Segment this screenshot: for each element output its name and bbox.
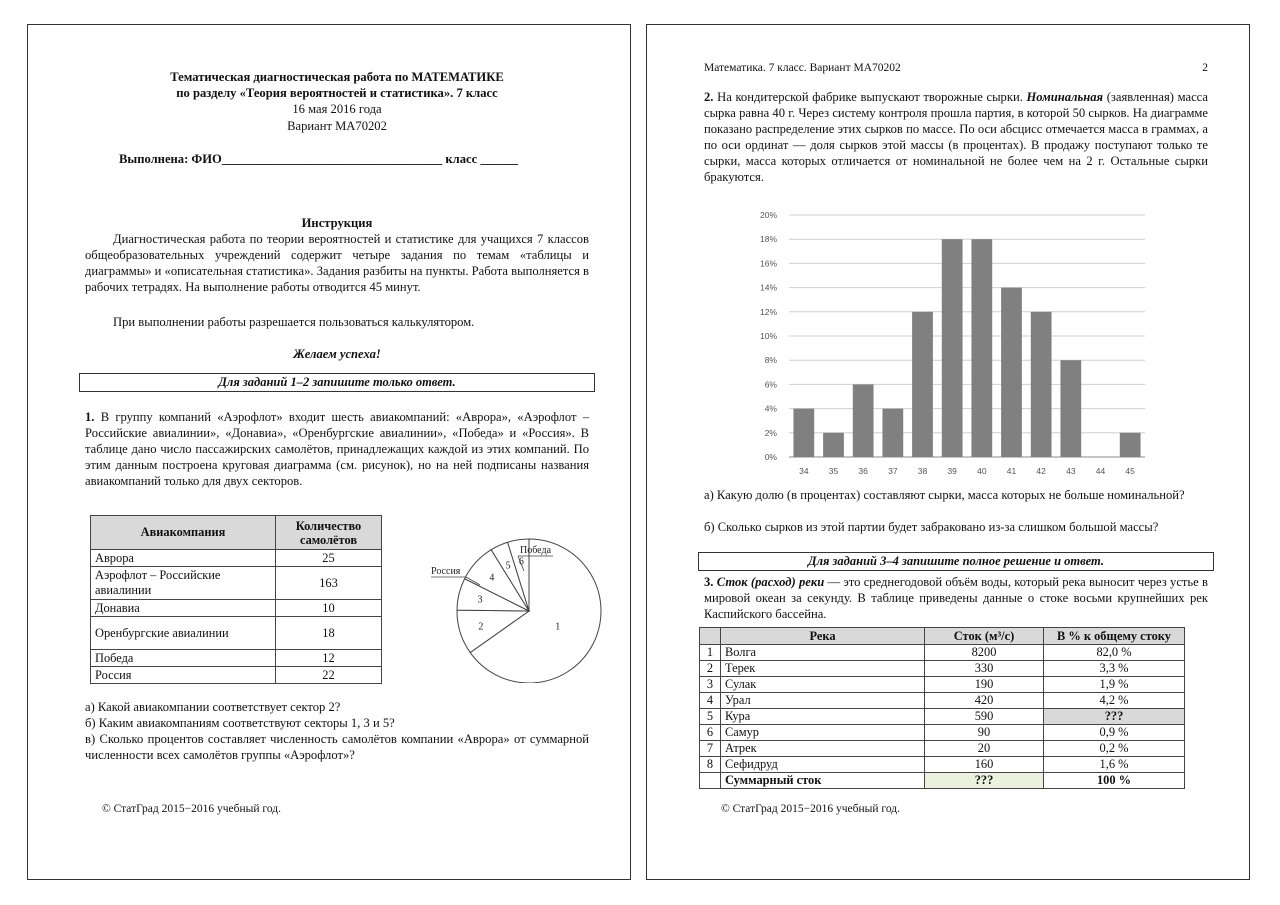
y-tick-label: 12% — [759, 306, 777, 317]
task-2-body-b: (заявленная) масса сырка равна 40 г. Через систему контроля прошла партия, в которой 50 сырков. На диаграмме показано распределение этих сырков по массе. По оси абсцисс отмечается масса в граммах, а по оси ординат — доля сырков этой массы (в процентах). В продажу поступают только те сырки, масса которых отличается от номинальной не более чем на 2 г. Остальные сырки бракуются. — [704, 90, 1209, 184]
river-name: Кура — [721, 709, 925, 725]
airline-count: 18 — [276, 617, 382, 650]
airline-name: Аврора — [91, 550, 276, 567]
river-percent: 82,0 % — [1044, 645, 1185, 661]
question-a: а) Какой авиакомпании соответствует сектор 2? — [85, 700, 341, 714]
table-row — [91, 550, 382, 567]
instruction-title: Инструкция — [301, 216, 373, 230]
page-1 — [27, 24, 631, 880]
pie-sector-label: 1 — [555, 621, 561, 633]
river-name: Самур — [721, 725, 925, 741]
river-percent: 0,9 % — [1044, 725, 1185, 741]
x-tick-label: 35 — [828, 466, 839, 476]
rivers-table — [699, 627, 1185, 789]
pie-sector-label: 6 — [518, 556, 524, 568]
task-1-number: 1. — [85, 410, 95, 424]
total-label: Суммарный сток — [721, 773, 925, 789]
task-2-body-a: На кондитерской фабрике выпускают творожные сырки. — [717, 90, 1023, 104]
river-index: 7 — [700, 741, 721, 757]
done-by-line: Выполнена: ФИО___________________________________ класс ______ — [119, 152, 519, 166]
y-tick-label: 18% — [759, 234, 777, 245]
task-2-term: Номинальная — [1026, 90, 1104, 104]
y-tick-label: 6% — [764, 379, 777, 390]
river-flow: 160 — [925, 757, 1044, 773]
river-index: 5 — [700, 709, 721, 725]
x-tick-label: 44 — [1095, 466, 1106, 476]
pie-sector-label: 4 — [489, 572, 495, 584]
airline-name: Победа — [91, 650, 276, 667]
y-tick-label: 10% — [759, 331, 777, 341]
table-header-airline: Авиакомпания — [91, 516, 276, 550]
table-header-count: Количество самолётов — [276, 516, 382, 550]
footer-copyright: © СтатГрад 2015−2016 учебный год. — [721, 803, 900, 815]
table-row — [700, 741, 1185, 757]
river-name: Сефидруд — [721, 757, 925, 773]
instruction-paragraph-1: Диагностическая работа по теории вероятностей и статистике для учащихся 7 классов общеобразовательных учреждений содержит четыре задания по темам «таблицы и диаграммы» и «описательная статистика». Задания разбиты на пункты. Работа выполняется в рабочих тетрадях. На выполнение работы отводится 45 минут. — [85, 232, 589, 294]
river-percent: 0,2 % — [1044, 741, 1185, 757]
pie-sector-label: 3 — [477, 594, 483, 606]
bar — [882, 409, 903, 457]
table-row — [91, 617, 382, 650]
x-tick-label: 37 — [888, 466, 898, 476]
answer-only-box: Для заданий 1–2 запишите только ответ. — [79, 373, 595, 392]
river-name: Сулак — [721, 677, 925, 693]
y-tick-label: 14% — [759, 282, 777, 293]
question-c: в) Сколько процентов составляет численность самолётов компании «Аврора» от суммарной численности всех самолётов группы «Аэрофлот»? — [85, 732, 589, 762]
total-percent: 100 % — [1044, 773, 1185, 789]
river-percent-unknown: ??? — [1044, 709, 1185, 725]
table-row — [700, 757, 1185, 773]
bar — [823, 433, 844, 457]
task-3-body: — это среднегодовой объём воды, который река выносит через устье в мировой океан за секунду. В таблице приведены данные о стоке восьми крупнейших рек Каспийского бассейна. — [704, 575, 1208, 621]
pie-sector-label: 2 — [478, 621, 484, 633]
river-flow: 330 — [925, 661, 1044, 677]
table-header-river: Река — [721, 628, 925, 645]
task-3-text — [704, 574, 1208, 622]
bar — [1031, 312, 1052, 457]
airline-count: 25 — [276, 550, 382, 567]
y-tick-label: 20% — [759, 210, 777, 220]
bar — [1060, 360, 1081, 457]
table-header-index — [700, 628, 721, 645]
x-tick-label: 34 — [799, 466, 809, 476]
bar — [912, 312, 933, 457]
table-row — [700, 661, 1185, 677]
task-2-number: 2. — [704, 90, 714, 104]
river-flow: 8200 — [925, 645, 1044, 661]
y-tick-label: 8% — [764, 355, 777, 366]
pie-chart — [398, 513, 608, 683]
river-index: 1 — [700, 645, 721, 661]
river-index: 3 — [700, 677, 721, 693]
pie-label-pobeda: Победа — [520, 545, 552, 556]
river-name: Атрек — [721, 741, 925, 757]
table-row — [91, 650, 382, 667]
y-tick-label: 16% — [759, 258, 777, 269]
question-b: б) Каким авиакомпаниям соответствуют секторы 1, 3 и 5? — [85, 716, 395, 730]
mass-distribution-chart — [742, 205, 1152, 485]
pie-sector-label: 5 — [505, 560, 511, 572]
x-tick-label: 36 — [858, 466, 868, 476]
river-percent: 1,6 % — [1044, 757, 1185, 773]
river-index: 8 — [700, 757, 721, 773]
y-tick-label: 0% — [764, 452, 777, 462]
running-header: Математика. 7 класс. Вариант МА70202 — [704, 62, 901, 74]
y-tick-label: 2% — [764, 427, 777, 438]
table-row — [700, 677, 1185, 693]
table-header-percent: В % к общему стоку — [1044, 628, 1185, 645]
airline-count: 12 — [276, 650, 382, 667]
table-row — [700, 645, 1185, 661]
river-index: 6 — [700, 725, 721, 741]
river-flow: 90 — [925, 725, 1044, 741]
y-tick-label: 4% — [764, 403, 777, 414]
table-row — [91, 567, 382, 600]
airline-name: Оренбургские авиалинии — [91, 617, 276, 650]
instruction-paragraph-2: При выполнении работы разрешается пользоваться калькулятором. — [113, 315, 475, 329]
bar — [1120, 433, 1141, 457]
task-1-text — [85, 409, 589, 489]
river-percent: 1,9 % — [1044, 677, 1185, 693]
river-flow: 20 — [925, 741, 1044, 757]
river-flow: 590 — [925, 709, 1044, 725]
bar — [971, 239, 992, 457]
airlines-table — [90, 515, 382, 684]
date: 16 мая 2016 года — [292, 102, 382, 116]
task-3-number: 3. — [704, 575, 714, 589]
x-tick-label: 43 — [1066, 466, 1076, 476]
table-row — [91, 667, 382, 684]
bar — [793, 409, 814, 457]
table-row — [700, 693, 1185, 709]
footer-copyright: © СтатГрад 2015−2016 учебный год. — [102, 803, 281, 815]
title-line-1: Тематическая диагностическая работа по МАТЕМАТИКЕ — [170, 70, 504, 84]
x-tick-label: 41 — [1006, 466, 1017, 476]
x-tick-label: 45 — [1125, 466, 1135, 476]
table-total-row — [700, 773, 1185, 789]
airline-count: 22 — [276, 667, 382, 684]
river-name: Урал — [721, 693, 925, 709]
river-flow: 190 — [925, 677, 1044, 693]
river-index: 2 — [700, 661, 721, 677]
total-flow-unknown: ??? — [925, 773, 1044, 789]
x-tick-label: 39 — [947, 466, 957, 476]
bar — [942, 239, 963, 457]
river-name: Волга — [721, 645, 925, 661]
task-1-body: В группу компаний «Аэрофлот» входит шесть авиакомпаний: «Аврора», «Аэрофлот – Российские авиалинии», «Донавиа», «Оренбургские авиалинии», «Победа» и «Россия». В таблице дано число пассажирских самолётов, принадлежащих каждой из этих компаний. По этим данным построена круговая диаграмма (см. рисунок), но на ней подписаны названия авиакомпаний только для двух секторов. — [85, 410, 589, 488]
question-2b: б) Сколько сырков из этой партии будет забраковано из-за слишком большой массы? — [704, 520, 1159, 534]
title-line-2: по разделу «Теория вероятностей и статистика». 7 класс — [176, 86, 498, 100]
table-row — [91, 600, 382, 617]
bar — [853, 384, 874, 457]
x-tick-label: 38 — [917, 466, 928, 476]
river-name: Терек — [721, 661, 925, 677]
pie-label-rossiya: Россия — [431, 566, 461, 577]
task-2-text — [704, 89, 1208, 185]
airline-count: 163 — [276, 567, 382, 600]
bar — [1001, 288, 1022, 457]
table-header-flow: Сток (м³/с) — [925, 628, 1044, 645]
airline-name: Аэрофлот – Российские авиалинии — [91, 567, 276, 600]
wish-text: Желаем успеха! — [293, 347, 381, 361]
x-tick-label: 42 — [1036, 466, 1046, 476]
river-percent: 4,2 % — [1044, 693, 1185, 709]
table-row — [700, 709, 1185, 725]
full-solution-box: Для заданий 3–4 запишите полное решение и ответ. — [698, 552, 1214, 571]
page-2 — [646, 24, 1250, 880]
x-tick-label: 40 — [977, 466, 987, 476]
river-flow: 420 — [925, 693, 1044, 709]
page-number: 2 — [1202, 62, 1208, 74]
task-3-term: Сток (расход) реки — [716, 575, 825, 589]
airline-name: Россия — [91, 667, 276, 684]
airline-count: 10 — [276, 600, 382, 617]
airline-name: Донавиа — [91, 600, 276, 617]
question-2a: а) Какую долю (в процентах) составляют сырки, масса которых не больше номинальной? — [704, 488, 1185, 502]
river-index: 4 — [700, 693, 721, 709]
variant: Вариант МА70202 — [287, 119, 387, 133]
river-percent: 3,3 % — [1044, 661, 1185, 677]
table-row — [700, 725, 1185, 741]
